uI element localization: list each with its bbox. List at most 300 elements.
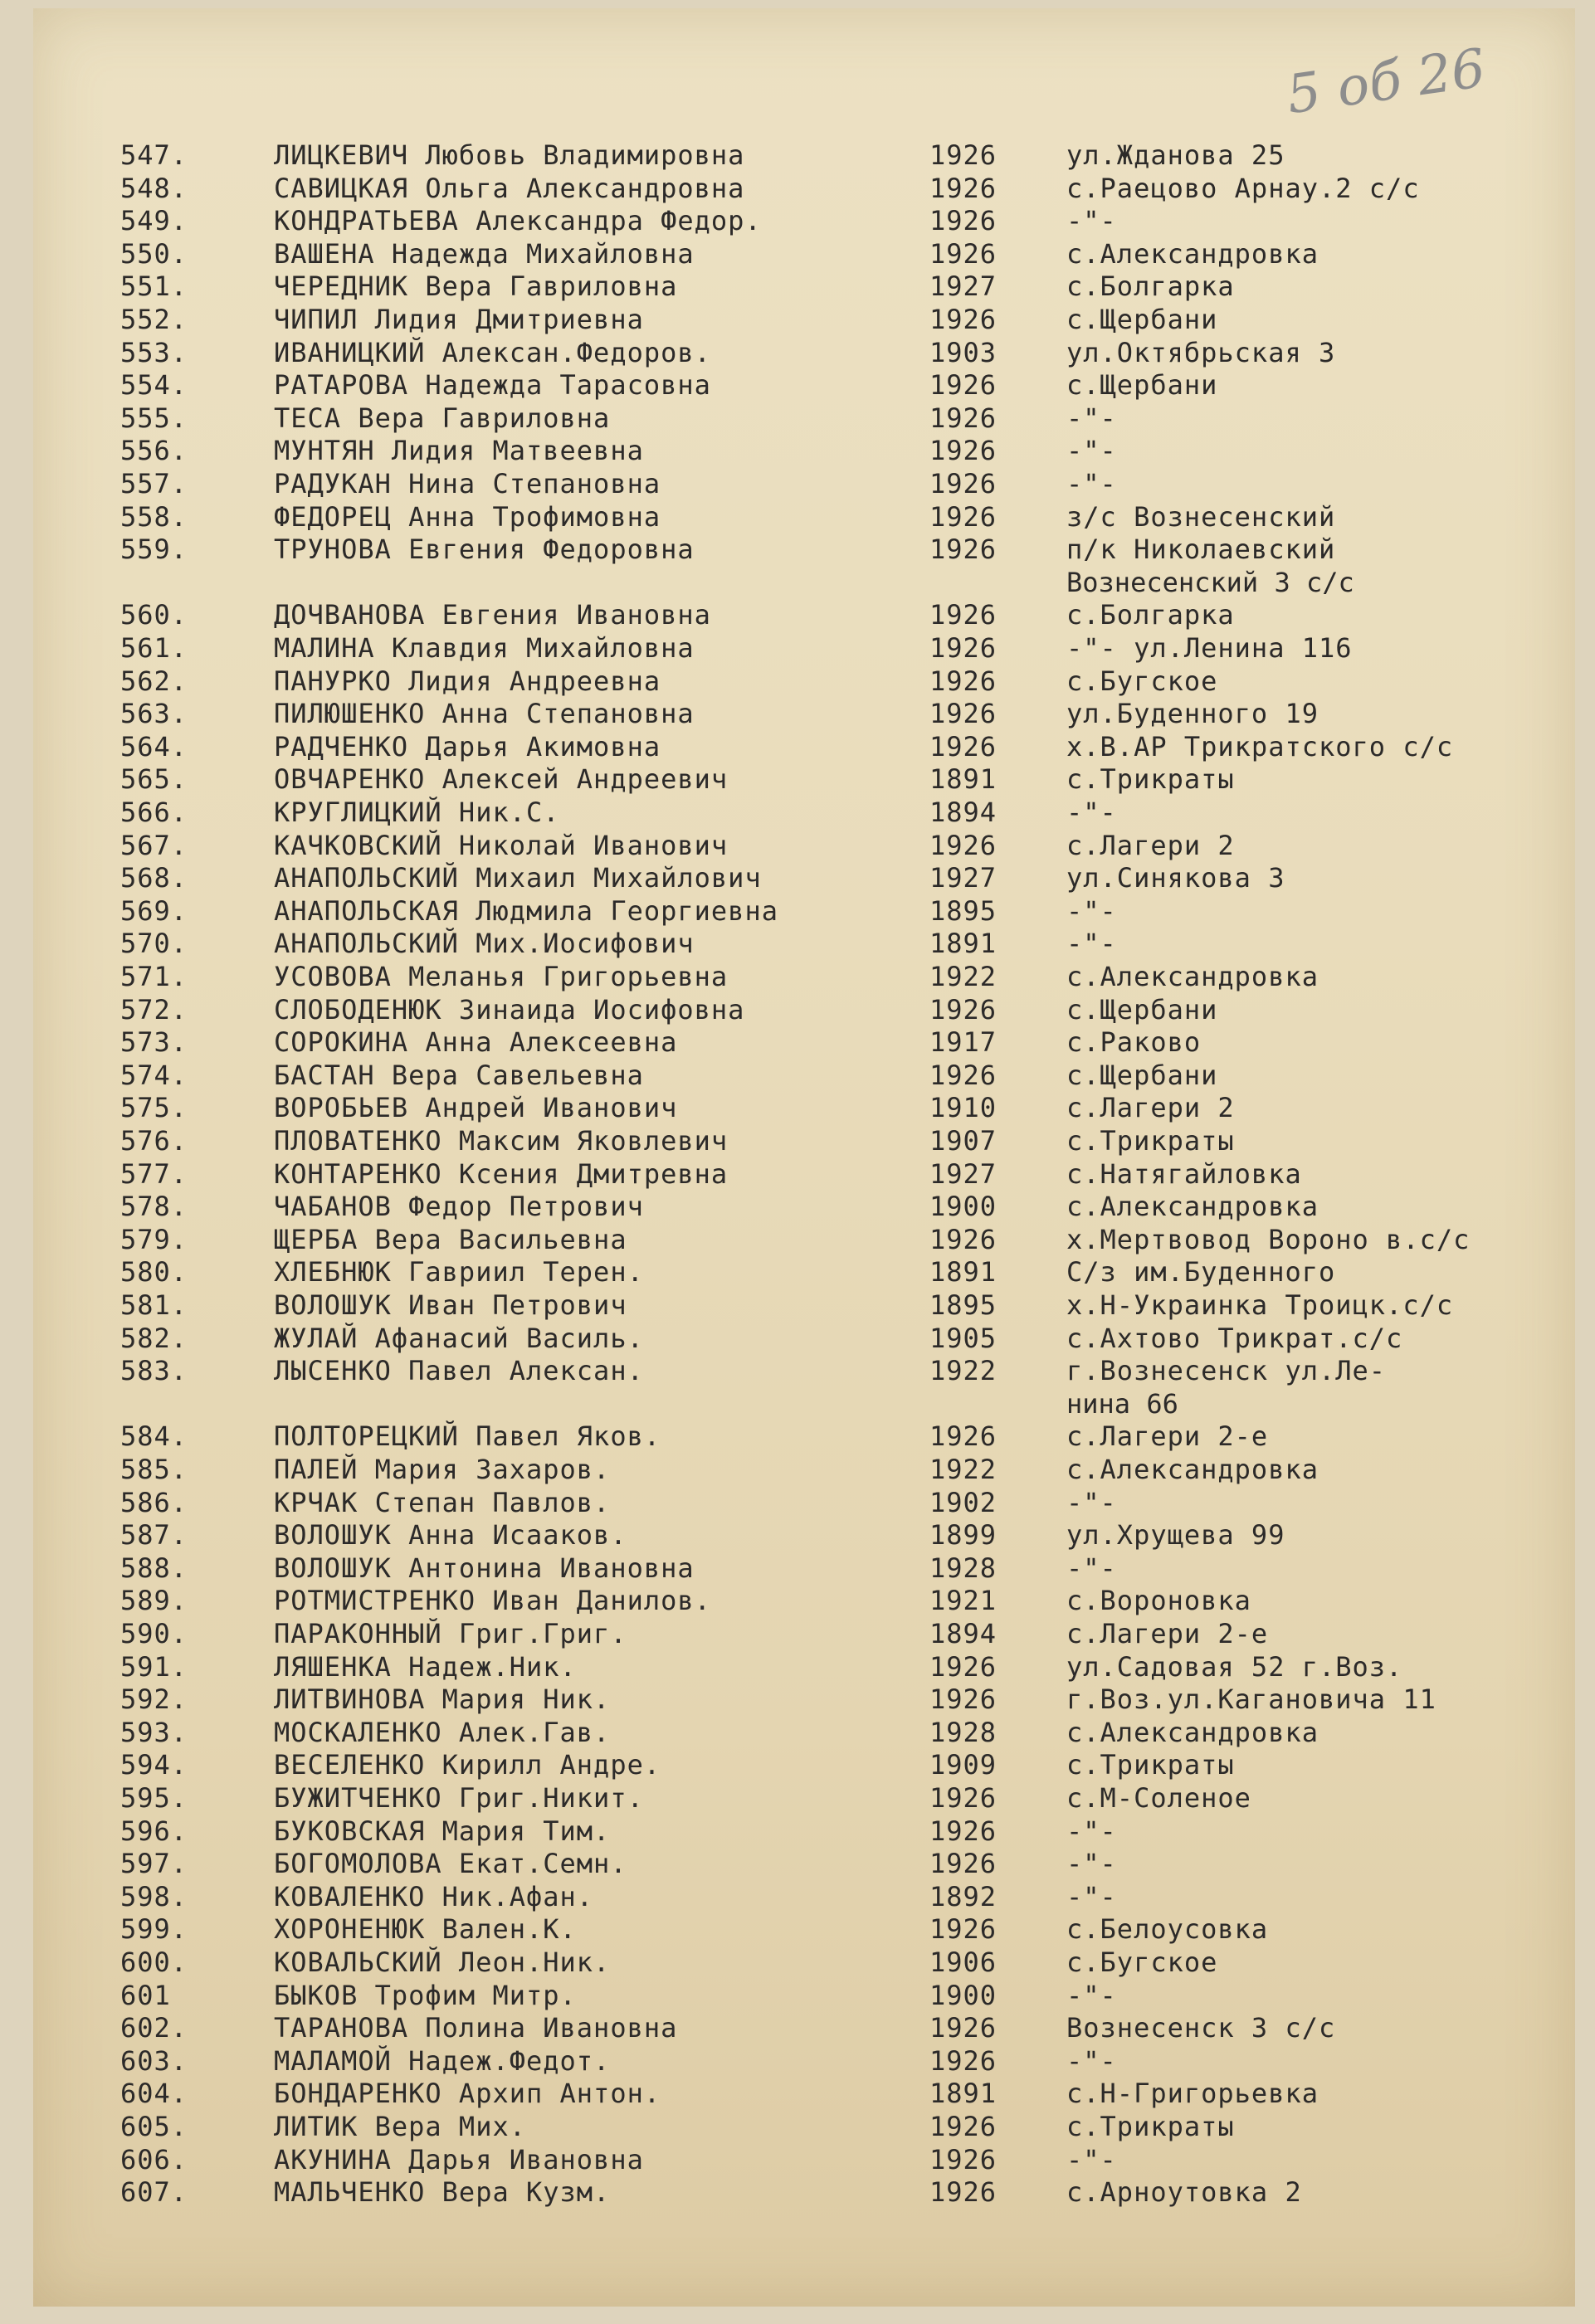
person-name: РАДУКАН Нина Степановна xyxy=(274,468,661,499)
register-row xyxy=(33,895,1575,927)
register-row xyxy=(33,731,1575,762)
register-row xyxy=(33,1092,1575,1123)
row-number: 580. xyxy=(120,1256,188,1289)
register-row xyxy=(33,2144,1575,2175)
row-number: 550. xyxy=(120,237,188,270)
birth-year: 1926 xyxy=(929,369,997,402)
address: с.Раково xyxy=(1066,1026,1202,1059)
birth-year: 1895 xyxy=(929,1289,997,1321)
address: п/к Николаевский xyxy=(1066,533,1336,566)
address: Вознесенск 3 с/с xyxy=(1066,2012,1336,2044)
register-row xyxy=(33,173,1575,204)
register-row xyxy=(33,337,1575,368)
birth-year: 1891 xyxy=(929,928,997,960)
register-row xyxy=(33,2012,1575,2044)
person-name: ПАНУРКО Лидия Андреевна xyxy=(274,665,661,697)
address: ул.Буденного 19 xyxy=(1066,698,1319,730)
register-row xyxy=(33,1289,1575,1321)
address: с.Александровка xyxy=(1066,1191,1319,1223)
person-name: РОТМИСТРЕНКО Иван Данилов. xyxy=(274,1585,711,1617)
person-name: ЛИЦКЕВИЧ Любовь Владимировна xyxy=(274,139,745,171)
birth-year: 1926 xyxy=(929,730,997,762)
register-row xyxy=(33,797,1575,828)
address: с.Натягайловка xyxy=(1066,1157,1302,1190)
birth-year: 1895 xyxy=(929,894,997,927)
row-number: 549. xyxy=(120,205,188,237)
person-name: ТРУНОВА Евгения Федоровна xyxy=(274,533,695,566)
row-number: 606. xyxy=(120,2143,188,2175)
register-row xyxy=(33,304,1575,335)
birth-year: 1905 xyxy=(929,1322,997,1354)
birth-year: 1926 xyxy=(929,599,997,631)
address: -"- xyxy=(1066,894,1117,927)
address: с.Н-Григорьевка xyxy=(1066,2078,1319,2110)
register-row xyxy=(33,928,1575,959)
address: -"- xyxy=(1066,1880,1117,1912)
row-number: 586. xyxy=(120,1486,188,1518)
birth-year: 1902 xyxy=(929,1486,997,1518)
address: с.Щербани xyxy=(1066,369,1218,402)
address: х.Н-Украинка Троицк.с/с xyxy=(1066,1289,1454,1321)
person-name: МОСКАЛЕНКО Алек.Гав. xyxy=(274,1716,611,1748)
person-name: ПИЛЮШЕНКО Анна Степановна xyxy=(274,698,695,730)
archive-page-mark: 5 об 26 xyxy=(1283,37,1490,127)
register-row xyxy=(33,1158,1575,1190)
person-name: САВИЦКАЯ Ольга Александровна xyxy=(274,172,745,204)
register-row xyxy=(33,862,1575,894)
register-row xyxy=(33,2078,1575,2109)
register-row xyxy=(33,1946,1575,1978)
row-number: 603. xyxy=(120,2044,188,2077)
register-row xyxy=(33,632,1575,664)
register-row xyxy=(33,1618,1575,1649)
address: -"- xyxy=(1066,797,1117,828)
row-number: 560. xyxy=(120,599,188,631)
person-name: ЧЕРЕДНИК Вера Гавриловна xyxy=(274,270,678,303)
person-name: БОНДАРЕНКО Архип Антон. xyxy=(274,2078,661,2110)
person-name: ТЕСА Вера Гавриловна xyxy=(274,402,611,434)
row-number: 591. xyxy=(120,1650,188,1683)
register-row xyxy=(33,468,1575,499)
address: -"- xyxy=(1066,1486,1117,1518)
register-row xyxy=(33,533,1575,565)
address: -"- ул.Ленина 116 xyxy=(1066,632,1353,664)
person-name: ВОЛОШУК Иван Петрович xyxy=(274,1289,627,1321)
register-row xyxy=(33,1552,1575,1584)
register-row xyxy=(33,994,1575,1026)
register-row xyxy=(33,763,1575,795)
row-number: 583. xyxy=(120,1355,188,1387)
birth-year: 1926 xyxy=(929,500,997,533)
person-name: ЛЯШЕНКА Надеж.Ник. xyxy=(274,1650,577,1683)
row-number: 584. xyxy=(120,1420,188,1453)
register-row xyxy=(33,1913,1575,1945)
address: с.Трикраты xyxy=(1066,763,1235,796)
birth-year: 1927 xyxy=(929,270,997,303)
birth-year: 1926 xyxy=(929,2111,997,2142)
row-number: 547. xyxy=(120,139,188,171)
row-number: 589. xyxy=(120,1585,188,1617)
address: х.Мертвовод Вороно в.с/с xyxy=(1066,1223,1471,1255)
row-number: 601 xyxy=(120,1979,171,2011)
person-name: КОНДРАТЬЕВА Александра Федор. xyxy=(274,205,762,237)
birth-year: 1926 xyxy=(929,172,997,204)
person-name: ВЕСЕЛЕНКО Кирилл Андре. xyxy=(274,1749,661,1781)
birth-year: 1928 xyxy=(929,1716,997,1748)
birth-year: 1891 xyxy=(929,2078,997,2110)
person-name: МАЛИНА Клавдия Михайловна xyxy=(274,632,695,664)
register-row xyxy=(33,1355,1575,1386)
row-number: 581. xyxy=(120,1289,188,1321)
birth-year: 1927 xyxy=(929,862,997,894)
person-name: ПЛОВАТЕНКО Максим Яковлевич xyxy=(274,1125,729,1157)
birth-year: 1900 xyxy=(929,1979,997,2011)
address: г.Вознесенск ул.Ле- xyxy=(1066,1355,1387,1387)
birth-year: 1926 xyxy=(929,435,997,467)
address: с.Трикраты xyxy=(1066,1125,1235,1157)
address: с.Трикраты xyxy=(1066,2111,1235,2142)
register-row xyxy=(33,1060,1575,1091)
register-row xyxy=(33,270,1575,302)
birth-year: 1926 xyxy=(929,1815,997,1847)
person-name: БУКОВСКАЯ Мария Тим. xyxy=(274,1815,611,1847)
address: с.Бугское xyxy=(1066,1946,1218,1978)
birth-year: 1926 xyxy=(929,698,997,730)
person-name: МУНТЯН Лидия Матвеевна xyxy=(274,435,644,467)
register-row xyxy=(33,1585,1575,1616)
birth-year: 1926 xyxy=(929,533,997,566)
row-number: 566. xyxy=(120,797,188,828)
row-number: 559. xyxy=(120,533,188,566)
person-name: ЖУЛАЙ Афанасий Василь. xyxy=(274,1322,644,1354)
register-row xyxy=(33,599,1575,631)
register-row xyxy=(33,1683,1575,1715)
birth-year: 1894 xyxy=(929,1618,997,1649)
row-number: 555. xyxy=(120,402,188,434)
address: с.Болгарка xyxy=(1066,599,1235,631)
address: з/с Вознесенский xyxy=(1066,500,1336,533)
person-name: ЛЫСЕНКО Павел Алексан. xyxy=(274,1355,644,1387)
address: с.Ахтово Трикрат.с/с xyxy=(1066,1322,1403,1354)
address: -"- xyxy=(1066,1848,1117,1880)
address: с.Трикраты xyxy=(1066,1749,1235,1781)
address: ул.Жданова 25 xyxy=(1066,139,1285,171)
birth-year: 1926 xyxy=(929,2143,997,2175)
register-row xyxy=(33,2111,1575,2142)
row-number: 607. xyxy=(120,2176,188,2209)
register-row xyxy=(33,1848,1575,1879)
birth-year: 1926 xyxy=(929,993,997,1026)
person-name: ВОЛОШУК Анна Исааков. xyxy=(274,1519,627,1552)
row-number: 575. xyxy=(120,1092,188,1124)
birth-year: 1900 xyxy=(929,1191,997,1223)
person-name: РАДЧЕНКО Дарья Акимовна xyxy=(274,730,661,762)
row-number: 569. xyxy=(120,894,188,927)
birth-year: 1922 xyxy=(929,961,997,992)
birth-year: 1926 xyxy=(929,1782,997,1814)
address: с.Болгарка xyxy=(1066,270,1235,303)
person-name: ИВАНИЦКИЙ Алексан.Федоров. xyxy=(274,336,711,368)
address: -"- xyxy=(1066,1552,1117,1584)
address: ул.Синякова 3 xyxy=(1066,862,1285,894)
address: ул.Октябрьская 3 xyxy=(1066,336,1336,368)
row-number: 564. xyxy=(120,730,188,762)
row-number: 558. xyxy=(120,500,188,533)
birth-year: 1926 xyxy=(929,2012,997,2044)
person-name: АНАПОЛЬСКИЙ Мих.Иосифович xyxy=(274,928,695,960)
register-row xyxy=(33,402,1575,434)
register-row xyxy=(33,1256,1575,1288)
address: с.Раецово Арнау.2 с/с xyxy=(1066,172,1420,204)
address: с.Лагери 2 xyxy=(1066,829,1235,861)
birth-year: 1891 xyxy=(929,763,997,796)
register-row xyxy=(33,1191,1575,1222)
birth-year: 1926 xyxy=(929,829,997,861)
address: с.Лагери 2-е xyxy=(1066,1420,1269,1453)
address: с.Арноутовка 2 xyxy=(1066,2176,1302,2209)
birth-year: 1926 xyxy=(929,205,997,237)
person-name: КОВАЛЬСКИЙ Леон.Ник. xyxy=(274,1946,611,1978)
birth-year: 1926 xyxy=(929,304,997,335)
register-row xyxy=(33,1125,1575,1157)
row-number: 570. xyxy=(120,928,188,960)
row-number: 592. xyxy=(120,1683,188,1716)
person-name: ПАРАКОННЫЙ Григ.Григ. xyxy=(274,1618,627,1649)
address: с.Щербани xyxy=(1066,1059,1218,1091)
address: ул.Садовая 52 г.Воз. xyxy=(1066,1650,1403,1683)
address: с.М-Соленое xyxy=(1066,1782,1251,1814)
row-number: 557. xyxy=(120,468,188,499)
register-row xyxy=(33,2176,1575,2208)
address: -"- xyxy=(1066,435,1117,467)
birth-year: 1926 xyxy=(929,1650,997,1683)
register-row xyxy=(33,1717,1575,1748)
birth-year: 1891 xyxy=(929,1256,997,1289)
person-name: ЛИТВИНОВА Мария Ник. xyxy=(274,1683,611,1716)
row-number: 562. xyxy=(120,665,188,697)
row-number: 597. xyxy=(120,1848,188,1880)
row-number: 573. xyxy=(120,1026,188,1059)
birth-year: 1926 xyxy=(929,1420,997,1453)
register-row xyxy=(33,1323,1575,1354)
birth-year: 1926 xyxy=(929,2044,997,2077)
address: С/з им.Буденного xyxy=(1066,1256,1336,1289)
person-name: КОНТАРЕНКО Ксения Дмитревна xyxy=(274,1157,729,1190)
person-name: ВОРОБЬЕВ Андрей Иванович xyxy=(274,1092,678,1124)
birth-year: 1926 xyxy=(929,665,997,697)
address-continuation: Вознесенский 3 с/с xyxy=(1066,566,1354,598)
archive-document-sheet xyxy=(33,8,1575,2307)
person-name: АНАПОЛЬСКАЯ Людмила Георгиевна xyxy=(274,894,778,927)
address: -"- xyxy=(1066,205,1117,237)
row-number: 563. xyxy=(120,698,188,730)
birth-year: 1926 xyxy=(929,632,997,664)
address: с.Александровка xyxy=(1066,1454,1319,1485)
register-row xyxy=(33,1651,1575,1683)
register-row xyxy=(33,1881,1575,1912)
birth-year: 1907 xyxy=(929,1125,997,1157)
row-number: 548. xyxy=(120,172,188,204)
birth-year: 1926 xyxy=(929,468,997,499)
birth-year: 1926 xyxy=(929,2176,997,2209)
address: с.Белоусовка xyxy=(1066,1913,1269,1946)
row-number: 553. xyxy=(120,336,188,368)
address: с.Щербани xyxy=(1066,304,1218,335)
row-number: 604. xyxy=(120,2078,188,2110)
person-name: АНАПОЛЬСКИЙ Михаил Михайлович xyxy=(274,862,762,894)
row-number: 605. xyxy=(120,2111,188,2142)
person-name: АКУНИНА Дарья Ивановна xyxy=(274,2143,644,2175)
person-name: БУЖИТЧЕНКО Григ.Никит. xyxy=(274,1782,644,1814)
row-number: 596. xyxy=(120,1815,188,1847)
register-row xyxy=(33,1420,1575,1452)
register-row xyxy=(33,435,1575,466)
register-row xyxy=(33,1026,1575,1058)
birth-year: 1926 xyxy=(929,402,997,434)
row-number: 577. xyxy=(120,1157,188,1190)
birth-year: 1926 xyxy=(929,139,997,171)
person-name: БЫКОВ Трофим Митр. xyxy=(274,1979,577,2011)
person-name: ЧАБАНОВ Федор Петрович xyxy=(274,1191,644,1223)
birth-year: 1910 xyxy=(929,1092,997,1124)
row-number: 571. xyxy=(120,961,188,992)
register-row xyxy=(33,1749,1575,1781)
row-number: 552. xyxy=(120,304,188,335)
birth-year: 1903 xyxy=(929,336,997,368)
birth-year: 1892 xyxy=(929,1880,997,1912)
person-name: ЩЕРБА Вера Васильевна xyxy=(274,1223,627,1255)
register-row xyxy=(33,665,1575,697)
birth-year: 1926 xyxy=(929,1913,997,1946)
person-name: КРУГЛИЦКИЙ Ник.С. xyxy=(274,797,560,828)
birth-year: 1927 xyxy=(929,1157,997,1190)
address: с.Щербани xyxy=(1066,993,1218,1026)
person-name: ФЕДОРЕЦ Анна Трофимовна xyxy=(274,500,661,533)
birth-year: 1922 xyxy=(929,1454,997,1485)
birth-year: 1894 xyxy=(929,797,997,828)
register-row xyxy=(33,139,1575,171)
address: с.Александровка xyxy=(1066,961,1319,992)
address: х.В.АР Трикратского с/с xyxy=(1066,730,1454,762)
register-row xyxy=(33,1454,1575,1485)
address: -"- xyxy=(1066,468,1117,499)
address: г.Воз.ул.Кагановича 11 xyxy=(1066,1683,1436,1716)
person-name: УСОВОВА Меланья Григорьевна xyxy=(274,961,729,992)
register-row xyxy=(33,698,1575,729)
address: -"- xyxy=(1066,2044,1117,2077)
person-name: БОГОМОЛОВА Екат.Семн. xyxy=(274,1848,627,1880)
person-name: ПОЛТОРЕЦКИЙ Павел Яков. xyxy=(274,1420,661,1453)
address-continuation: нина 66 xyxy=(1066,1387,1178,1420)
row-number: 574. xyxy=(120,1059,188,1091)
birth-year: 1926 xyxy=(929,1059,997,1091)
register-row xyxy=(33,2045,1575,2077)
person-name: ТАРАНОВА Полина Ивановна xyxy=(274,2012,678,2044)
address: -"- xyxy=(1066,1815,1117,1847)
birth-year: 1922 xyxy=(929,1355,997,1387)
address: с.Бугское xyxy=(1066,665,1218,697)
address: -"- xyxy=(1066,2143,1117,2175)
person-name: ДОЧВАНОВА Евгения Ивановна xyxy=(274,599,711,631)
address: с.Лагери 2-е xyxy=(1066,1618,1269,1649)
row-number: 561. xyxy=(120,632,188,664)
register-row xyxy=(33,1519,1575,1551)
row-number: 588. xyxy=(120,1552,188,1584)
address: с.Вороновка xyxy=(1066,1585,1251,1617)
register-row xyxy=(33,961,1575,992)
birth-year: 1926 xyxy=(929,1223,997,1255)
row-number: 565. xyxy=(120,763,188,796)
address: ул.Хрущева 99 xyxy=(1066,1519,1285,1552)
row-number: 590. xyxy=(120,1618,188,1649)
register-row xyxy=(33,501,1575,533)
address: с.Александровка xyxy=(1066,237,1319,270)
address: с.Александровка xyxy=(1066,1716,1319,1748)
person-name: СОРОКИНА Анна Алексеевна xyxy=(274,1026,678,1059)
register-row xyxy=(33,1487,1575,1518)
row-number: 556. xyxy=(120,435,188,467)
person-name: МАЛЬЧЕНКО Вера Кузм. xyxy=(274,2176,611,2209)
register-row xyxy=(33,205,1575,236)
row-number: 593. xyxy=(120,1716,188,1748)
person-name: ОВЧАРЕНКО Алексей Андреевич xyxy=(274,763,729,796)
birth-year: 1909 xyxy=(929,1749,997,1781)
row-number: 600. xyxy=(120,1946,188,1978)
person-name: БАСТАН Вера Савельевна xyxy=(274,1059,644,1091)
person-name: ЛИТИК Вера Мих. xyxy=(274,2111,526,2142)
birth-year: 1926 xyxy=(929,237,997,270)
row-number: 595. xyxy=(120,1782,188,1814)
person-name: ВОЛОШУК Антонина Ивановна xyxy=(274,1552,695,1584)
row-number: 594. xyxy=(120,1749,188,1781)
birth-year: 1899 xyxy=(929,1519,997,1552)
person-name: КОВАЛЕНКО Ник.Афан. xyxy=(274,1880,594,1912)
register-row xyxy=(33,1782,1575,1814)
person-name: ХОРОНЕНЮК Вален.К. xyxy=(274,1913,577,1946)
register-row xyxy=(33,238,1575,270)
row-number: 602. xyxy=(120,2012,188,2044)
row-number: 551. xyxy=(120,270,188,303)
birth-year: 1906 xyxy=(929,1946,997,1978)
row-number: 554. xyxy=(120,369,188,402)
person-name: ХЛЕБНЮК Гавриил Терен. xyxy=(274,1256,644,1289)
register-row xyxy=(33,369,1575,401)
person-name: КАЧКОВСКИЙ Николай Иванович xyxy=(274,829,729,861)
register-list xyxy=(33,8,1575,2307)
row-number: 572. xyxy=(120,993,188,1026)
row-number: 585. xyxy=(120,1454,188,1485)
address: -"- xyxy=(1066,402,1117,434)
birth-year: 1928 xyxy=(929,1552,997,1584)
row-number: 579. xyxy=(120,1223,188,1255)
row-number: 599. xyxy=(120,1913,188,1946)
address: -"- xyxy=(1066,1979,1117,2011)
person-name: ЧИПИЛ Лидия Дмитриевна xyxy=(274,304,644,335)
birth-year: 1921 xyxy=(929,1585,997,1617)
person-name: КРЧАК Степан Павлов. xyxy=(274,1486,611,1518)
row-number: 568. xyxy=(120,862,188,894)
birth-year: 1926 xyxy=(929,1683,997,1716)
row-number: 576. xyxy=(120,1125,188,1157)
person-name: РАТАРОВА Надежда Тарасовна xyxy=(274,369,711,402)
birth-year: 1926 xyxy=(929,1848,997,1880)
row-number: 582. xyxy=(120,1322,188,1354)
person-name: ПАЛЕЙ Мария Захаров. xyxy=(274,1454,611,1485)
row-number: 578. xyxy=(120,1191,188,1223)
address: с.Лагери 2 xyxy=(1066,1092,1235,1124)
birth-year: 1917 xyxy=(929,1026,997,1059)
person-name: СЛОБОДЕНЮК Зинаида Иосифовна xyxy=(274,993,745,1026)
